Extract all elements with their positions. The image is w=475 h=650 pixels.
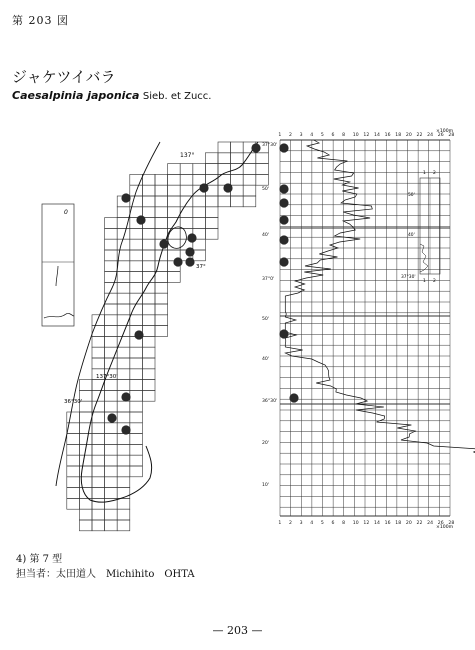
map-cell — [105, 336, 118, 347]
map-cell — [105, 228, 118, 239]
map-cell — [92, 315, 105, 326]
map-cell — [105, 250, 118, 261]
x-tick-bottom: 5 — [320, 521, 324, 526]
map-cell — [193, 196, 206, 207]
map-cell — [67, 444, 80, 455]
map-cell — [92, 455, 105, 466]
map-cell — [180, 185, 193, 196]
x-tick-top: 22 — [416, 133, 423, 138]
map-cell — [105, 509, 118, 520]
map-cell — [105, 390, 118, 401]
x-tick-bottom: 18 — [395, 521, 402, 526]
map-cell — [117, 369, 130, 380]
map-cell — [243, 196, 256, 207]
x-tick-bottom: 4 — [310, 521, 314, 526]
map-cell — [105, 466, 118, 477]
x-tick-top: 4 — [310, 133, 314, 138]
x-tick-top: 26 — [437, 133, 444, 138]
inset-x-2-top: 2 — [433, 171, 436, 176]
distribution-map — [56, 142, 268, 531]
map-cell — [155, 293, 168, 304]
x-tick-bottom: 24 — [427, 521, 434, 526]
lon-label-137: 137° — [180, 152, 195, 159]
map-cell — [92, 336, 105, 347]
map-cell — [193, 218, 206, 229]
map-cell — [105, 520, 118, 531]
map-cell — [155, 326, 168, 337]
map-cell — [142, 196, 155, 207]
map-cell — [105, 423, 118, 434]
map-cell — [205, 207, 218, 218]
map-cell — [117, 401, 130, 412]
map-cell — [79, 520, 92, 531]
x-tick-top: 1 — [278, 133, 282, 138]
map-cell — [105, 358, 118, 369]
map-cell — [130, 390, 143, 401]
map-cell — [130, 369, 143, 380]
map-cell — [130, 444, 143, 455]
altitude-profile-line — [285, 140, 475, 515]
map-cell — [130, 466, 143, 477]
authority: Sieb. et Zucc. — [142, 91, 212, 102]
map-cell — [92, 423, 105, 434]
map-cell — [130, 412, 143, 423]
map-cell — [142, 174, 155, 185]
prefecture-border — [56, 142, 160, 486]
occurrence-dot — [134, 330, 143, 339]
lon-label-137-30: 137°30' — [96, 374, 118, 380]
y-tick-label: 37°0' — [262, 277, 275, 282]
map-cell — [168, 174, 181, 185]
map-cell — [92, 358, 105, 369]
map-cell — [130, 315, 143, 326]
x-tick-bottom: 16 — [384, 521, 391, 526]
x-tick-bottom: 1 — [278, 521, 282, 526]
map-cell — [117, 326, 130, 337]
occurrence-dot — [185, 247, 194, 256]
map-cell — [92, 326, 105, 337]
map-cell — [243, 174, 256, 185]
map-cell — [218, 153, 231, 164]
species-japanese-name: ジャケツイバラ — [12, 68, 116, 86]
map-cell — [130, 250, 143, 261]
x-tick-top: 18 — [395, 133, 402, 138]
y-tick-label: 37°30' — [262, 143, 278, 148]
altitude-chart — [262, 128, 475, 530]
map-cell — [231, 142, 244, 153]
map-cell — [105, 239, 118, 250]
map-cell — [117, 488, 130, 499]
map-cell — [130, 272, 143, 283]
altitude-dot — [279, 329, 288, 338]
altitude-dot — [279, 198, 288, 207]
map-cell — [130, 239, 143, 250]
map-cell — [231, 153, 244, 164]
map-cell — [117, 466, 130, 477]
map-cell — [105, 380, 118, 391]
map-cell — [142, 293, 155, 304]
map-cell — [67, 466, 80, 477]
map-cell — [105, 455, 118, 466]
map-cell — [117, 272, 130, 283]
map-cell — [79, 455, 92, 466]
map-cell — [130, 380, 143, 391]
x-tick-top: 10 — [352, 133, 359, 138]
map-cell — [105, 282, 118, 293]
map-cell — [105, 218, 118, 229]
map-cell — [142, 390, 155, 401]
x-tick-top: 3 — [299, 133, 303, 138]
map-cell — [142, 358, 155, 369]
x-tick-top: 14 — [374, 133, 380, 138]
map-grid — [67, 142, 269, 531]
lat-label-37: 37° — [196, 264, 206, 270]
inset-x-1-top: 1 — [423, 171, 426, 176]
map-cell — [218, 142, 231, 153]
occurrence-dot — [107, 413, 116, 422]
inset-y-40: 40' — [408, 233, 415, 238]
map-cell — [231, 185, 244, 196]
map-cell — [155, 315, 168, 326]
map-cell — [205, 228, 218, 239]
map-cell — [117, 434, 130, 445]
map-cell — [105, 444, 118, 455]
occurrence-dot — [159, 239, 168, 248]
map-cell — [117, 304, 130, 315]
map-cell — [193, 250, 206, 261]
map-cell — [117, 380, 130, 391]
map-cell — [117, 477, 130, 488]
map-cell — [256, 153, 269, 164]
map-cell — [142, 315, 155, 326]
map-cell — [92, 498, 105, 509]
map-cell — [130, 423, 143, 434]
map-cell — [130, 282, 143, 293]
map-cell — [231, 174, 244, 185]
x-tick-bottom: 2 — [289, 521, 292, 526]
map-cell — [155, 282, 168, 293]
y-tick-label: 50' — [262, 187, 270, 192]
map-cell — [142, 380, 155, 391]
x-tick-top: 2 — [289, 133, 292, 138]
occurrence-dot — [136, 215, 145, 224]
map-cell — [92, 434, 105, 445]
x-tick-top: 24 — [427, 133, 434, 138]
y-tick-label: 40' — [262, 357, 270, 362]
x-tick-top: 12 — [363, 133, 370, 138]
map-cell — [117, 358, 130, 369]
notes — [16, 552, 195, 582]
chart-top-ticks — [278, 132, 454, 138]
map-cell — [130, 347, 143, 358]
x-tick-top: 28 — [448, 133, 455, 138]
map-cell — [142, 250, 155, 261]
y-tick-label: 20' — [262, 441, 270, 446]
map-cell — [105, 261, 118, 272]
chart-bottom-ticks — [278, 520, 454, 526]
map-cell — [142, 228, 155, 239]
y-tick-label: 10' — [262, 483, 270, 488]
map-cell — [117, 498, 130, 509]
map-cell — [256, 174, 269, 185]
x-tick-top: 16 — [384, 133, 391, 138]
chart-inset — [401, 170, 440, 284]
map-cell — [130, 293, 143, 304]
map-cell — [155, 304, 168, 315]
y-tick-label: 50' — [262, 317, 270, 322]
map-cell — [79, 434, 92, 445]
map-cell — [117, 347, 130, 358]
figure-number: 第 203 図 — [12, 14, 69, 27]
map-cell — [117, 261, 130, 272]
map-cell — [168, 207, 181, 218]
map-cell — [67, 498, 80, 509]
map-cell — [117, 509, 130, 520]
map-cell — [180, 218, 193, 229]
map-cell — [117, 412, 130, 423]
map-cell — [92, 477, 105, 488]
map-inset — [42, 204, 74, 326]
altitude-occurrence-dots — [279, 143, 298, 402]
x-tick-bottom: 3 — [299, 521, 303, 526]
map-cell — [130, 434, 143, 445]
inset-label: 0 — [64, 209, 68, 216]
map-cell — [180, 174, 193, 185]
map-cell — [117, 315, 130, 326]
inset-x-1-bottom: 1 — [423, 279, 426, 284]
note-type: 4) 第 7 型 — [16, 554, 63, 565]
map-cell — [205, 164, 218, 175]
altitude-dot — [289, 393, 298, 402]
map-cell — [67, 434, 80, 445]
map-cell — [130, 228, 143, 239]
genus-species: Caesalpinia japonica — [12, 89, 140, 102]
map-cell — [168, 164, 181, 175]
map-cell — [155, 185, 168, 196]
map-cell — [67, 488, 80, 499]
map-cell — [205, 196, 218, 207]
map-cell — [105, 315, 118, 326]
note-author: 担当者：太田道人 Michihito OHTA — [16, 569, 195, 580]
map-cell — [130, 401, 143, 412]
map-cell — [193, 207, 206, 218]
map-cell — [231, 196, 244, 207]
x-tick-bottom: 26 — [437, 521, 444, 526]
map-cell — [92, 509, 105, 520]
map-cell — [142, 185, 155, 196]
x-unit-bottom: ×100m — [436, 525, 454, 530]
map-cell — [142, 304, 155, 315]
map-cell — [79, 509, 92, 520]
map-cell — [79, 412, 92, 423]
inset-x-2-bottom: 2 — [433, 279, 436, 284]
map-cell — [142, 347, 155, 358]
map-cell — [92, 520, 105, 531]
map-cell — [142, 261, 155, 272]
map-cell — [142, 336, 155, 347]
occurrence-dots — [107, 143, 260, 434]
map-cell — [117, 444, 130, 455]
occurrence-dot — [121, 193, 130, 202]
map-cell — [142, 369, 155, 380]
map-cell — [155, 196, 168, 207]
altitude-dot — [279, 215, 288, 224]
map-cell — [105, 304, 118, 315]
map-cell — [155, 228, 168, 239]
map-cell — [205, 153, 218, 164]
page-number: — 203 — — [212, 624, 263, 637]
map-cell — [67, 412, 80, 423]
altitude-dot — [279, 184, 288, 193]
x-tick-bottom: 14 — [374, 521, 380, 526]
x-tick-top: 8 — [342, 133, 346, 138]
x-tick-bottom: 6 — [331, 521, 335, 526]
map-cell — [243, 164, 256, 175]
map-cell — [117, 239, 130, 250]
map-cell — [92, 412, 105, 423]
map-cell — [243, 185, 256, 196]
y-tick-label: 40' — [262, 233, 270, 238]
inset-y-50: 50' — [408, 193, 415, 198]
map-cell — [105, 326, 118, 337]
map-cell — [67, 455, 80, 466]
map-cell — [79, 488, 92, 499]
occurrence-dot — [121, 392, 130, 401]
map-cell — [105, 477, 118, 488]
chart-y-labels — [262, 142, 277, 488]
occurrence-dot — [187, 233, 196, 242]
x-tick-top: 20 — [405, 133, 412, 138]
map-cell — [205, 218, 218, 229]
x-tick-bottom: 12 — [363, 521, 370, 526]
x-tick-bottom: 20 — [405, 521, 412, 526]
map-cell — [130, 358, 143, 369]
map-cell — [155, 218, 168, 229]
x-tick-top: 6 — [331, 133, 335, 138]
occurrence-dot — [251, 143, 260, 152]
map-cell — [92, 390, 105, 401]
occurrence-dot — [185, 257, 194, 266]
map-cell — [117, 293, 130, 304]
map-cell — [105, 488, 118, 499]
map-cell — [117, 520, 130, 531]
map-cell — [168, 272, 181, 283]
occurrence-dot — [223, 183, 232, 192]
altitude-dot — [279, 235, 288, 244]
occurrence-dot — [121, 425, 130, 434]
map-cell — [142, 207, 155, 218]
map-cell — [130, 261, 143, 272]
occurrence-dot — [199, 183, 208, 192]
altitude-dot — [279, 143, 288, 152]
map-cell — [168, 196, 181, 207]
map-cell — [155, 207, 168, 218]
y-tick-label: 36°30' — [262, 399, 278, 404]
map-cell — [130, 455, 143, 466]
map-cell — [155, 250, 168, 261]
altitude-dot — [279, 257, 288, 266]
map-cell — [79, 380, 92, 391]
inset-y-37-30: 37°30' — [401, 275, 416, 280]
occurrence-dot — [173, 257, 182, 266]
map-cell — [105, 434, 118, 445]
map-cell — [92, 466, 105, 477]
map-cell — [193, 164, 206, 175]
map-cell — [67, 477, 80, 488]
lat-label-36-30: 36°30' — [64, 399, 83, 405]
x-tick-bottom: 22 — [416, 521, 423, 526]
x-tick-bottom: 8 — [342, 521, 346, 526]
x-tick-bottom: 28 — [448, 521, 455, 526]
x-tick-top: 5 — [320, 133, 324, 138]
map-cell — [142, 326, 155, 337]
map-cell — [218, 196, 231, 207]
map-cell — [155, 272, 168, 283]
x-unit-top: ×100m — [436, 129, 454, 134]
map-cell — [180, 164, 193, 175]
chart-grid — [280, 140, 450, 516]
map-cell — [117, 282, 130, 293]
map-cell — [168, 185, 181, 196]
map-cell — [92, 347, 105, 358]
map-cell — [180, 207, 193, 218]
map-cell — [117, 455, 130, 466]
map-cell — [142, 239, 155, 250]
map-cell — [117, 207, 130, 218]
map-cell — [92, 488, 105, 499]
map-cell — [256, 164, 269, 175]
map-cell — [92, 444, 105, 455]
x-tick-bottom: 10 — [352, 521, 359, 526]
map-cell — [155, 174, 168, 185]
map-cell — [105, 401, 118, 412]
